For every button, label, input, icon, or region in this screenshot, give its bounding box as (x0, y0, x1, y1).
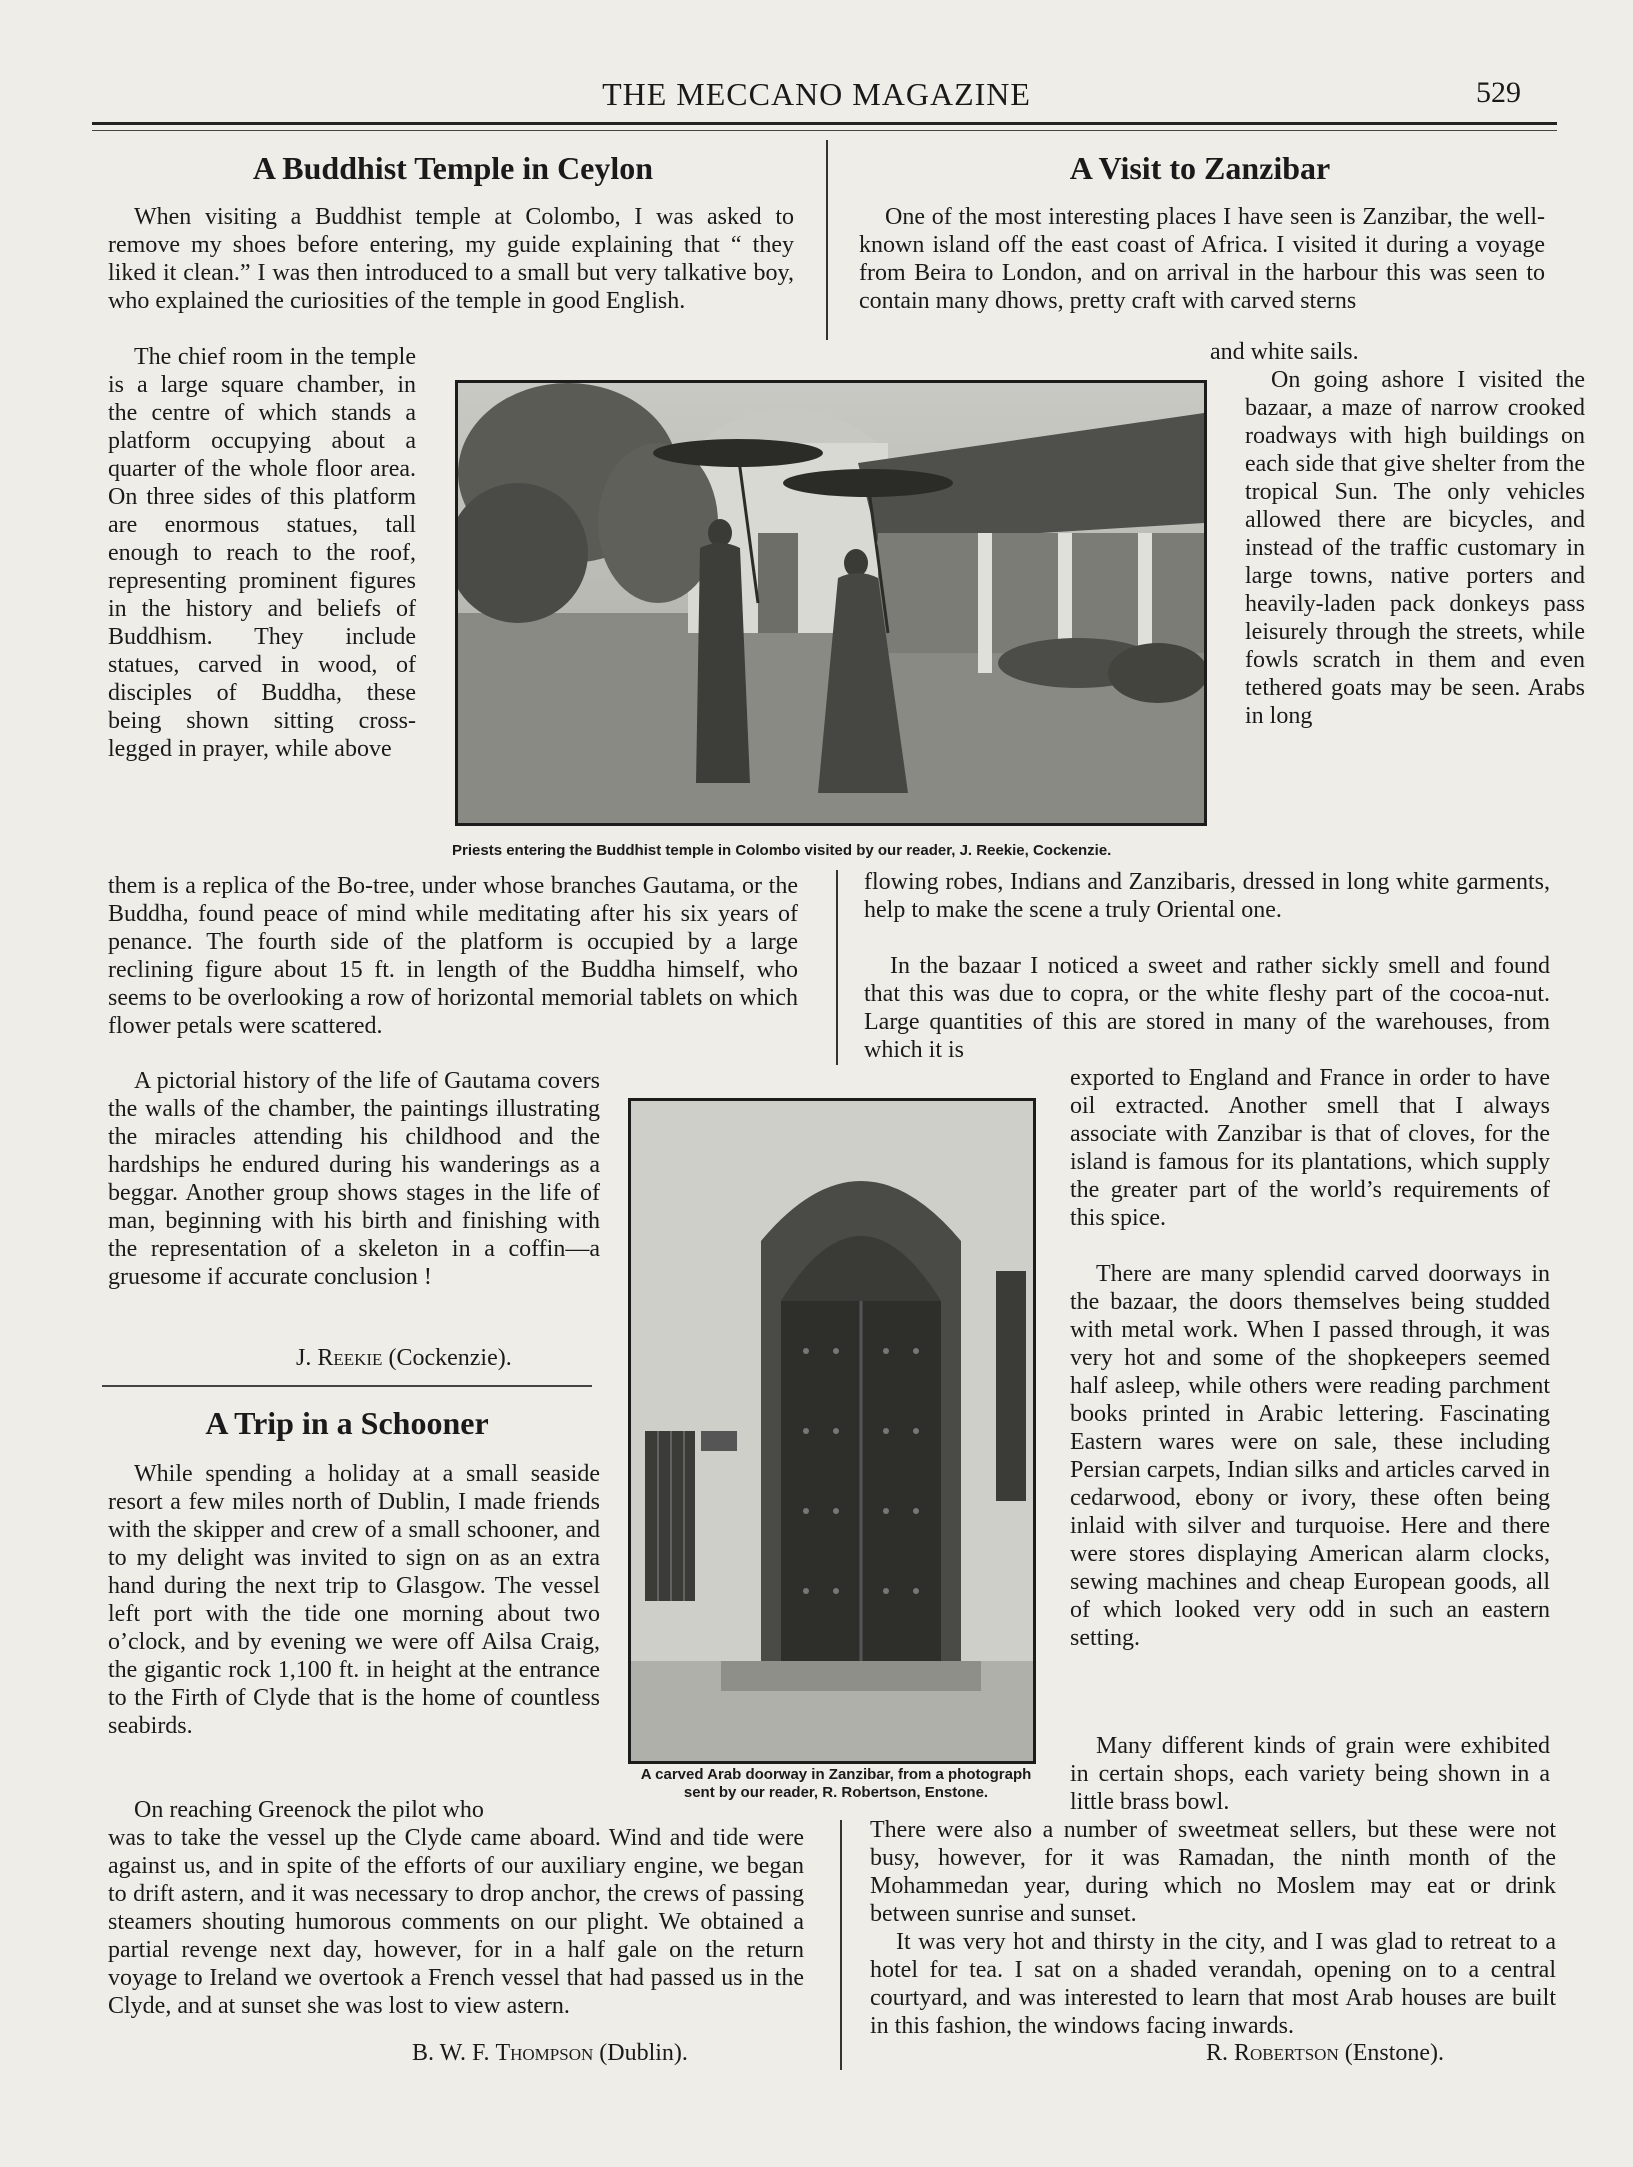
buddhist-paragraph-2a: The chief room in the temple is a large square chamber, in the centre of which stands a platform occupying about a quarter of the whole floor area. On three sides of this platform are enormous statues, tall enough to reach to the roof, representing prominent figures in the history and beliefs of Buddhism. They include statues, carved in wood, of disciples of Buddha, these being shown sitting cross-legged in prayer, while above (108, 344, 416, 762)
buddhist-paragraph-1: When visiting a Buddhist temple at Colombo, I was asked to remove my shoes before entering, my guide explaining that “ they liked it clean.” I was then introduced to a small but very talkative boy, who explained the curiosities of the temple in good English. (108, 204, 794, 314)
zanzibar-paragraph-5b: There were also a number of sweetmeat sellers, but these were not busy, however, for it was Ramadan, the ninth month of the Mohammedan year, during which no Moslem may eat or drink between sunrise and sunset. (870, 1817, 1556, 1927)
column-divider-bottom (840, 1820, 842, 2070)
buddhist-temple-heading: A Buddhist Temple in Ceylon (252, 150, 654, 186)
author-name: Thompson (495, 2040, 594, 2066)
magazine-title: THE MECCANO MAGAZINE (602, 76, 1031, 112)
author-initial: B. W. F. (412, 2040, 490, 2066)
zanzibar-heading: A Visit to Zanzibar (1069, 150, 1331, 186)
buddhist-byline (296, 1345, 512, 1372)
zanzibar-paragraph-2a: On going ashore I visited the bazaar, a maze of narrow crooked roadways with high buildings on each side that give shelter from the tropical Sun. The only vehicles allowed there are bicycles, and instead of the traffic customary in large towns, native porters and heavily-laden pack donkeys pass leisurely through the streets, while fowls scratch in them and even tethered goats may be seen. Arabs in long (1245, 367, 1585, 729)
column-divider-middle (836, 870, 838, 1065)
author-place: (Enstone). (1344, 2040, 1445, 2066)
zanzibar-paragraph-1b: and white sails. (1210, 339, 1359, 365)
author-place: (Cockenzie). (388, 1345, 512, 1371)
article-separator (102, 1385, 592, 1387)
header-rule-thin (92, 130, 1557, 131)
schooner-heading: A Trip in a Schooner (205, 1405, 489, 1441)
buddhist-paragraph-2b: them is a replica of the Bo-tree, under whose branches Gautama, or the Buddha, found peace of mind while meditating after his six years of penance. The fourth side of the platform is occupied by a large reclining figure about 15 ft. in length of the Buddha himself, who seems to be overlooking a row of horizontal memorial tablets on which flower petals were scattered. (108, 873, 798, 1039)
zanzibar-paragraph-3a: In the bazaar I noticed a sweet and rather sickly smell and found that this was due to copra, or the white fleshy part of the cocoa-nut. Large quantities of this are stored in many of the warehouses, from which it is (864, 953, 1550, 1063)
author-place: (Dublin). (599, 2040, 688, 2066)
buddhist-paragraph-3: A pictorial history of the life of Gautama covers the walls of the chamber, the paintings illustrating the miracles attending his childhood and the hardships he endured during his wanderings as a beggar. Another group shows stages in the life of man, beginning with his birth and finishing with the representation of a skeleton in a coffin—a gruesome if accurate conclusion ! (108, 1068, 600, 1290)
zanzibar-paragraph-1a: One of the most interesting places I have seen is Zanzibar, the well-known island off the east coast of Africa. I visited it during a voyage from Beira to London, and on arrival in the harbour this was seen to contain many dhows, pretty craft with carved sterns (859, 204, 1545, 314)
header-rule (92, 122, 1557, 125)
zanzibar-paragraph-6: It was very hot and thirsty in the city, and I was glad to retreat to a hotel for tea. I sat on a shaded verandah, opening on to a central courtyard, and was interested to learn that most Arab houses are built in this fashion, the windows facing inwards. (870, 1929, 1556, 2039)
schooner-byline (412, 2040, 688, 2067)
doorway-photo (628, 1098, 1036, 1764)
zanzibar-paragraph-4: There are many splendid carved doorways in the bazaar, the doors themselves being studded with metal work. When I passed through, it was very hot and some of the shopkeepers seemed half asleep, while others were reading parchment books printed in Arabic lettering. Fascinating Eastern wares were on sale, these including Persian carpets, Indian silks and articles carved in cedarwood, ebony or ivory, these often being inlaid with silver and turquoise. Here and there were stores displaying American alarm clocks, sewing machines and cheap European goods, all of which looked very odd in such an eastern setting. (1070, 1261, 1550, 1651)
doorway-photo-image (631, 1101, 1033, 1761)
author-name: Robertson (1234, 2040, 1339, 2066)
page-number: 529 (1476, 76, 1521, 109)
author-initial: J. (296, 1345, 312, 1371)
zanzibar-paragraph-2b: flowing robes, Indians and Zanzibaris, dressed in long white garments, help to make the scene a truly Oriental one. (864, 869, 1550, 923)
zanzibar-paragraph-3b: exported to England and France in order to have oil extracted. Another smell that I always associate with Zanzibar is that of cloves, for the island is famous for its plantations, which supply the greater part of the world’s requirements of this spice. (1070, 1065, 1550, 1231)
zanzibar-paragraph-5a: Many different kinds of grain were exhibited in certain shops, each variety being shown in a little brass bowl. (1070, 1733, 1550, 1815)
author-initial: R. (1206, 2040, 1229, 2066)
schooner-paragraph-1: While spending a holiday at a small seaside resort a few miles north of Dublin, I made friends with the skipper and crew of a small schooner, and to my delight was invited to sign on as an extra hand during the next trip to Glasgow. The vessel left port with the tide one morning about two o’clock, and by evening we were off Ailsa Craig, the gigantic rock 1,100 ft. in height at the entrance to the Firth of Clyde that is the home of countless seabirds. (108, 1461, 600, 1739)
zanzibar-byline (1206, 2040, 1444, 2067)
author-name: Reekie (317, 1345, 383, 1371)
temple-photo-caption: Priests entering the Buddhist temple in Colombo visited by our reader, J. Reekie, Cockenzie. (452, 842, 1112, 859)
doorway-photo-caption: A carved Arab doorway in Zanzibar, from a photograph sent by our reader, R. Robertson, Enstone. (640, 1766, 1032, 1801)
temple-photo (455, 380, 1207, 826)
schooner-paragraph-2a: On reaching Greenock the pilot who (134, 1797, 484, 1823)
temple-photo-image (458, 383, 1204, 823)
column-divider-top (826, 140, 828, 340)
schooner-paragraph-2b: was to take the vessel up the Clyde came aboard. Wind and tide were against us, and in spite of the efforts of our auxiliary engine, we began to drift astern, and it was necessary to drop anchor, the crews of passing steamers shouting humorous comments on our plight. We obtained a partial revenge next day, however, for in a half gale on the return voyage to Ireland we overtook a French vessel that had passed us in the Clyde, and at sunset she was lost to view astern. (108, 1825, 804, 2019)
